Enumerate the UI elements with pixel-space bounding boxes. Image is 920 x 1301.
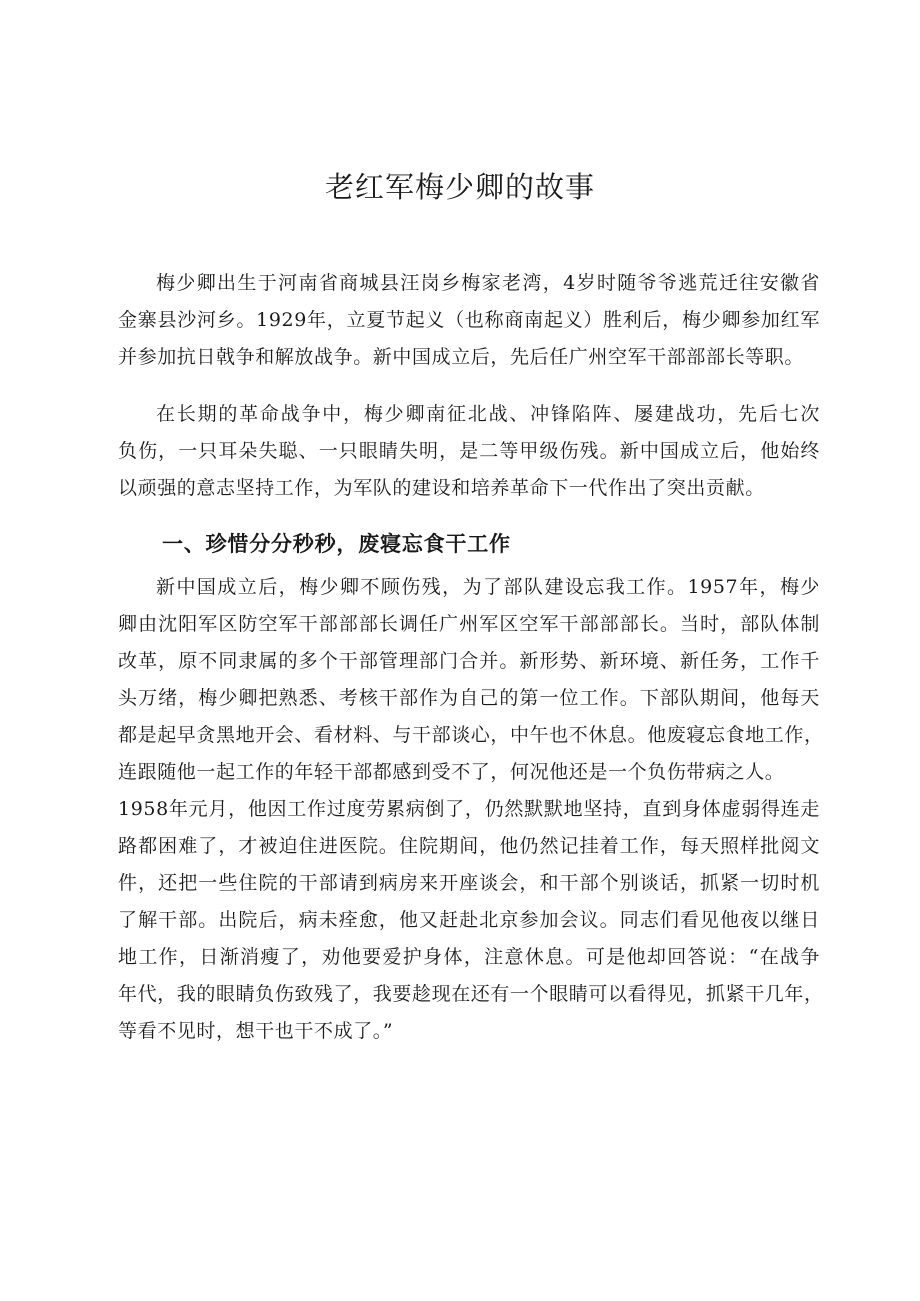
paragraph-line: 负伤，一只耳朵失聪、一只眼睛失明，是二等甲级伤残。新中国成立后，他始终 [118, 440, 820, 462]
paragraph-line: 改革，原不同隶属的多个干部管理部门合并。新形势、新环境、新任务，工作千 [118, 650, 820, 672]
paragraph-line: 地工作，日渐消瘦了，劝他要爱护身体，注意休息。可是他却回答说：“在战争 [118, 946, 820, 968]
intro-paragraph-2 [118, 396, 820, 507]
paragraph-line: 以顽强的意志坚持工作，为军队的建设和培养革命下一代作出了突出贡献。 [118, 477, 765, 499]
paragraph-line: 金寨县沙河乡。1929年，立夏节起义（也称商南起义）胜利后，梅少卿参加红军 [118, 309, 820, 331]
paragraph-line: 了解干部。出院后，病未痊愈，他又赶赴北京参加会议。同志们看见他夜以继日 [118, 909, 820, 931]
paragraph-line: 1958年元月，他因工作过度劳累病倒了，仍然默默地坚持，直到身体虚弱得连走 [118, 798, 820, 820]
paragraph-line: 件，还把一些住院的干部请到病房来开座谈会，和干部个别谈话，抓紧一切时机 [118, 872, 820, 894]
section-paragraph-1 [118, 569, 824, 1050]
paragraph-line: 年代，我的眼睛负伤致残了，我要趁现在还有一个眼睛可以看得见，抓紧干几年， [118, 983, 824, 1005]
paragraph-line: 都是起早贪黑地开会、看材料、与干部谈心，中午也不休息。他废寝忘食地工作， [118, 724, 824, 746]
paragraph-line: 连跟随他一起工作的年轻干部都感到受不了，何况他还是一个负伤带病之人。 [118, 761, 785, 783]
intro-paragraph-1 [118, 265, 820, 376]
section-heading-block [118, 526, 820, 563]
paragraph-line: 卿由沈阳军区防空军干部部部长调任广州军区空军干部部部长。当时，部队体制 [118, 613, 820, 635]
paragraph-line: 等看不见时，想干也干不成了。” [118, 1020, 394, 1042]
paragraph-line: 新中国成立后，梅少卿不顾伤残，为了部队建设忘我工作。1957年，梅少 [156, 576, 820, 598]
paragraph-line: 头万绪，梅少卿把熟悉、考核干部作为自己的第一位工作。下部队期间，他每天 [118, 687, 820, 709]
paragraph-line: 路都困难了，才被迫住进医院。住院期间，他仍然记挂着工作，每天照样批阅文 [118, 835, 820, 857]
document-title: 老红军梅少卿的故事 [324, 170, 595, 204]
section-heading: 一、珍惜分分秒秒，废寝忘食干工作 [162, 532, 511, 556]
paragraph-line: 梅少卿出生于河南省商城县汪岗乡梅家老湾，4岁时随爷爷逃荒迁往安徽省 [156, 272, 820, 294]
paragraph-line: 并参加抗日戟争和解放战争。新中国成立后，先后任广州空军干部部部长等职。 [118, 346, 805, 368]
paragraph-line: 在长期的革命战争中，梅少卿南征北战、冲锋陷阵、屡建战功，先后七次 [156, 403, 820, 425]
